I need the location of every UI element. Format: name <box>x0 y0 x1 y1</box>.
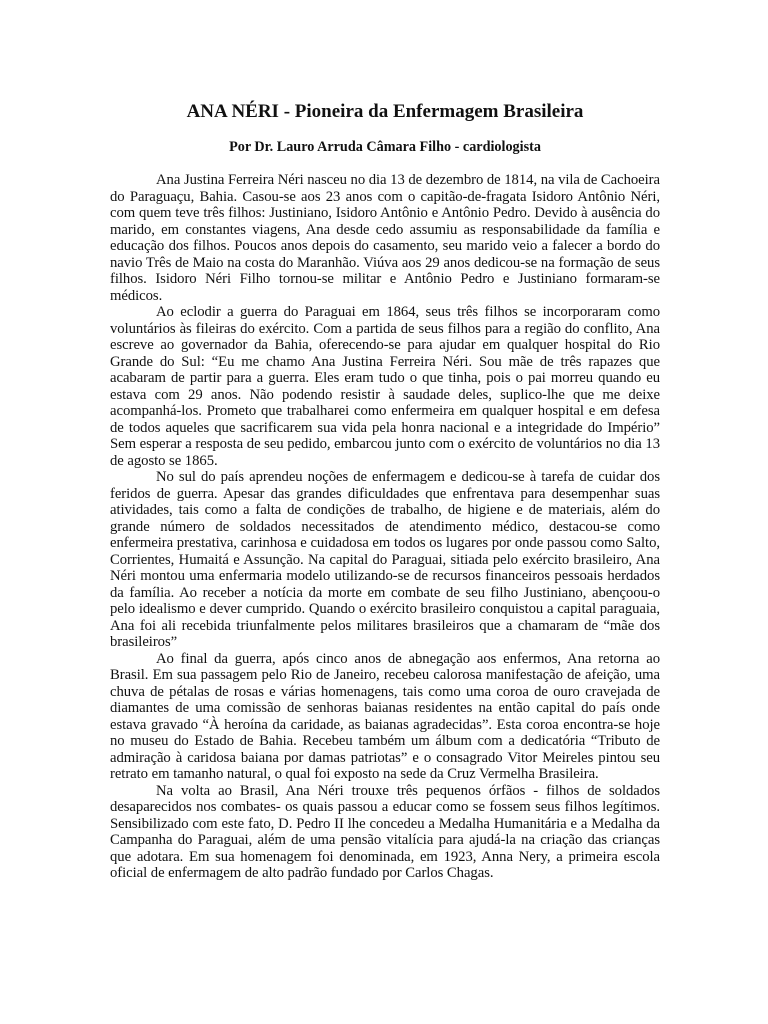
paragraph-5: Na volta ao Brasil, Ana Néri trouxe três pequenos órfãos - filhos de soldados desaparecidos nos combates- os quais passou a educar como se fossem seus filhos legítimos. Sensibilizado com este fato, D. Pedro II lhe concedeu a Medalha Humanitária e a Medalha da Campanha do Paraguai, além de uma pensão vitalícia para ajudá-la na criação das crianças que adotara. Em sua homenagem foi denominada, em 1923, Anna Nery, a primeira escola oficial de enfermagem de alto padrão fundado por Carlos Chagas. <box>110 782 660 881</box>
document-page <box>110 100 660 882</box>
paragraph-4: Ao final da guerra, após cinco anos de abnegação aos enfermos, Ana retorna ao Brasil. Em sua passagem pelo Rio de Janeiro, recebeu calorosa manifestação de afeição, uma chuva de pétalas de rosas e várias homenagens, tais como uma coroa de ouro cravejada de diamantes de uma comissão de senhoras baianas residentes na então capital do país onde estava gravado “À heroína da caridade, as baianas agradecidas”. Esta coroa encontra-se hoje no museu do Estado de Bahia. Recebeu também um álbum com a dedicatória “Tributo de admiração à caridosa baiana por damas patriotas” e o consagrado Vitor Meireles pintou seu retrato em tamanho natural, o qual foi exposto na sede da Cruz Vermelha Brasileira. <box>110 650 660 782</box>
paragraph-2: Ao eclodir a guerra do Paraguai em 1864, seus três filhos se incorporaram como voluntários às fileiras do exército. Com a partida de seus filhos para a região do conflito, Ana escreve ao governador da Bahia, oferecendo-se para ajudar em qualquer hospital do Rio Grande do Sul: “Eu me chamo Ana Justina Ferreira Néri. Sou mãe de três rapazes que acabaram de partir para a guerra. Eles eram tudo o que tinha, pois o pai morreu quando eu estava com 29 anos. Não podendo resistir à saudade deles, suplico-lhe que me deixe acompanhá-los. Prometo que trabalharei como enfermeira em qualquer hospital e em defesa de todos aqueles que sacrificarem sua vida pela honra nacional e a integridade do Império” Sem esperar a resposta de seu pedido, embarcou junto com o exército de voluntários no dia 13 de agosto se 1865. <box>110 304 660 469</box>
paragraph-3: No sul do país aprendeu noções de enfermagem e dedicou-se à tarefa de cuidar dos feridos de guerra. Apesar das grandes dificuldades que enfrentava para desempenhar suas atividades, tais como a falta de condições de trabalho, de higiene e de materiais, além do grande número de soldados necessitados de atendimento médico, destacou-se como enfermeira prestativa, carinhosa e cuidadosa em todos os lugares por onde passou como Salto, Corrientes, Humaitá e Assunção. Na capital do Paraguai, sitiada pelo exército brasileiro, Ana Néri montou uma enfermaria modelo utilizando-se de recursos financeiros pessoais herdados da família. Ao receber a notícia da morte em combate de seu filho Justiniano, abençoou-o pelo idealismo e dever cumprido. Quando o exército brasileiro conquistou a capital paraguaia, Ana foi ali recebida triunfalmente pelos militares brasileiros que a chamaram de “mãe dos brasileiros” <box>110 469 660 650</box>
paragraph-1: Ana Justina Ferreira Néri nasceu no dia 13 de dezembro de 1814, na vila de Cachoeira do Paraguaçu, Bahia. Casou-se aos 23 anos com o capitão-de-fragata Isidoro Antônio Néri, com quem teve três filhos: Justiniano, Isidoro Antônio e Antônio Pedro. Devido à ausência do marido, em constantes viagens, Ana desde cedo assumiu as responsabilidade da família e educação dos filhos. Poucos anos depois do casamento, seu marido veio a falecer a bordo do navio Três de Maio na costa do Maranhão. Viúva aos 29 anos dedicou-se na formação de seus filhos. Isidoro Néri Filho tornou-se militar e Antônio Pedro e Justiniano formaram-se médicos. <box>110 172 660 304</box>
author-byline: Por Dr. Lauro Arruda Câmara Filho - cardiologista <box>229 139 541 155</box>
document-title: ANA NÉRI - Pioneira da Enfermagem Brasileira <box>186 101 584 122</box>
